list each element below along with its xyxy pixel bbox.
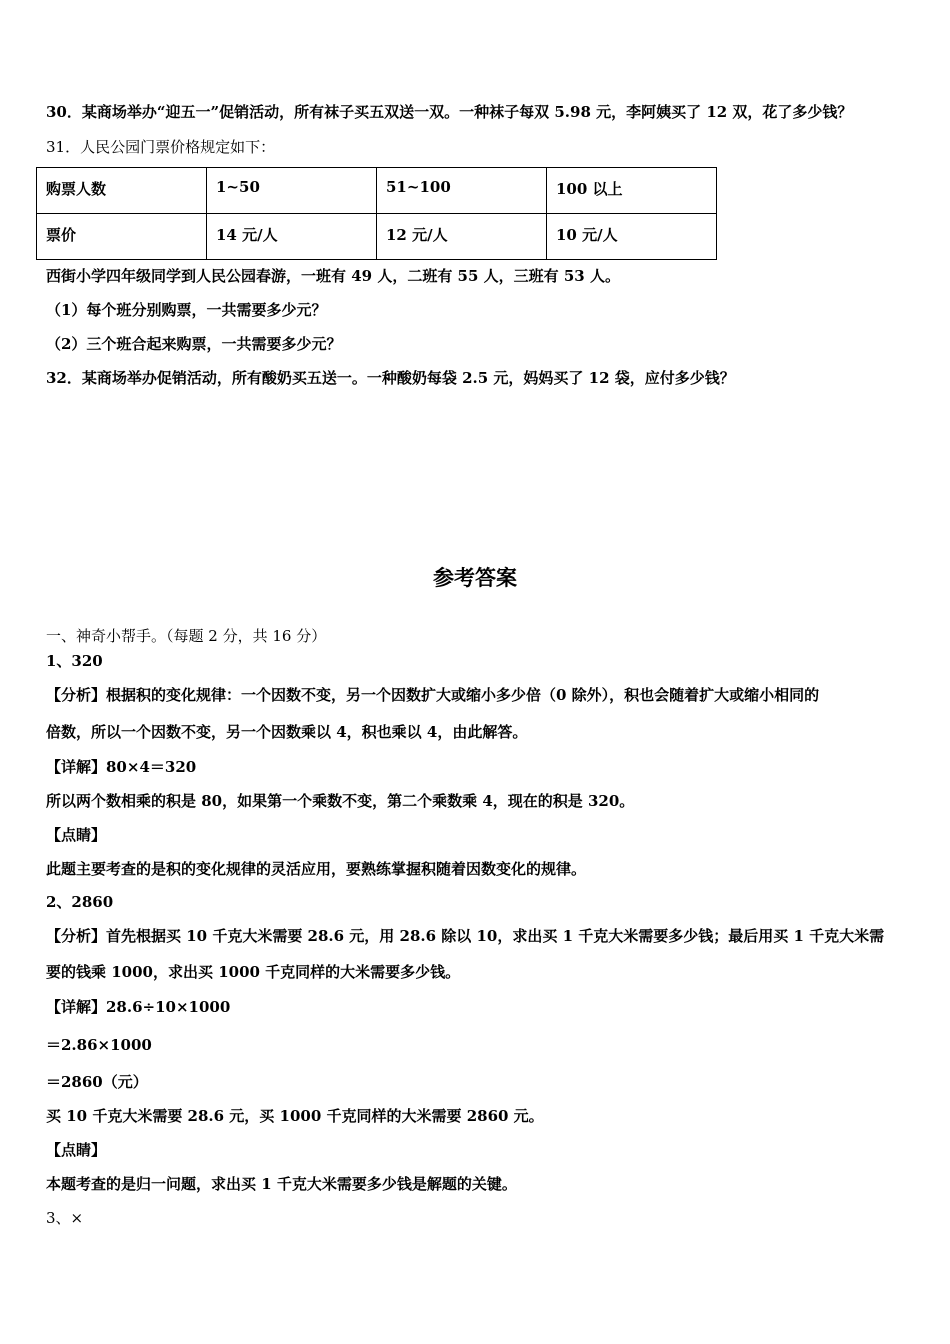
question-31-intro: 31．人民公园门票价格规定如下：	[46, 138, 276, 156]
question-31-context: 西街小学四年级同学到人民公园春游，一班有 49 人，二班有 55 人，三班有 53 人。	[46, 267, 620, 285]
answer-2-comment: 本题考查的是归一问题，求出买 1 千克大米需要多少钱是解题的关键。	[46, 1175, 517, 1193]
answer-1-detail-text: 所以两个数相乘的积是 80，如果第一个乘数不变，第二个乘数乘 4，现在的积是 320。	[46, 792, 635, 810]
table-cell: 100 以上	[547, 168, 717, 214]
table-cell: 购票人数	[37, 168, 207, 214]
answer-1-number: 1、320	[46, 652, 103, 670]
answer-1-comment: 此题主要考查的是积的变化规律的灵活应用，要熟练掌握积随着因数变化的规律。	[46, 860, 587, 878]
section-1-heading: 一、神奇小帮手。（每题 2 分，共 16 分）	[46, 627, 327, 645]
answer-3-number: 3、×	[46, 1209, 84, 1227]
question-31-part1: （1）每个班分别购票，一共需要多少元？	[46, 301, 327, 319]
answer-2-step2: ＝2860（元）	[46, 1073, 148, 1091]
table-cell: 51~100	[377, 168, 547, 214]
answer-2-detail-text: 买 10 千克大米需要 28.6 元，买 1000 千克同样的大米需要 2860 元。	[46, 1107, 544, 1125]
table-row	[37, 214, 717, 260]
question-30: 30．某商场举办“迎五一”促销活动，所有袜子买五双送一双。一种袜子每双 5.98 元，李阿姨买了 12 双，花了多少钱？	[46, 103, 853, 121]
answer-2-comment-label: 【点睛】	[46, 1141, 107, 1159]
table-cell: 1~50	[207, 168, 377, 214]
answer-1-analysis: 【分析】根据积的变化规律：一个因数不变，另一个因数扩大或缩小多少倍（0 除外），积也会随着扩大或缩小相同的	[46, 686, 820, 704]
answer-2-detail: 【详解】28.6÷10×1000	[46, 998, 231, 1016]
answer-2-analysis: 【分析】首先根据买 10 千克大米需要 28.6 元，用 28.6 除以 10，求出买 1 千克大米需要多少钱；最后用买 1 千克大米需	[46, 927, 885, 945]
answer-2-step1: ＝2.86×1000	[46, 1036, 152, 1054]
table-cell: 14 元/人	[207, 214, 377, 260]
answer-2-number: 2、2860	[46, 893, 114, 911]
table-cell: 12 元/人	[377, 214, 547, 260]
ticket-price-table	[36, 167, 717, 260]
answer-1-analysis-cont: 倍数，所以一个因数不变，另一个因数乘以 4，积也乘以 4，由此解答。	[46, 723, 528, 741]
answers-title: 参考答案	[433, 565, 517, 590]
table-cell: 票价	[37, 214, 207, 260]
question-31-part2: （2）三个班合起来购票，一共需要多少元？	[46, 335, 342, 353]
answer-2-analysis-cont: 要的钱乘 1000，求出买 1000 千克同样的大米需要多少钱。	[46, 963, 461, 981]
answer-1-comment-label: 【点睛】	[46, 826, 107, 844]
question-32: 32．某商场举办促销活动，所有酸奶买五送一。一种酸奶每袋 2.5 元，妈妈买了 12 袋，应付多少钱？	[46, 369, 735, 387]
table-row	[37, 168, 717, 214]
answer-1-detail: 【详解】80×4＝320	[46, 758, 197, 776]
table-cell: 10 元/人	[547, 214, 717, 260]
